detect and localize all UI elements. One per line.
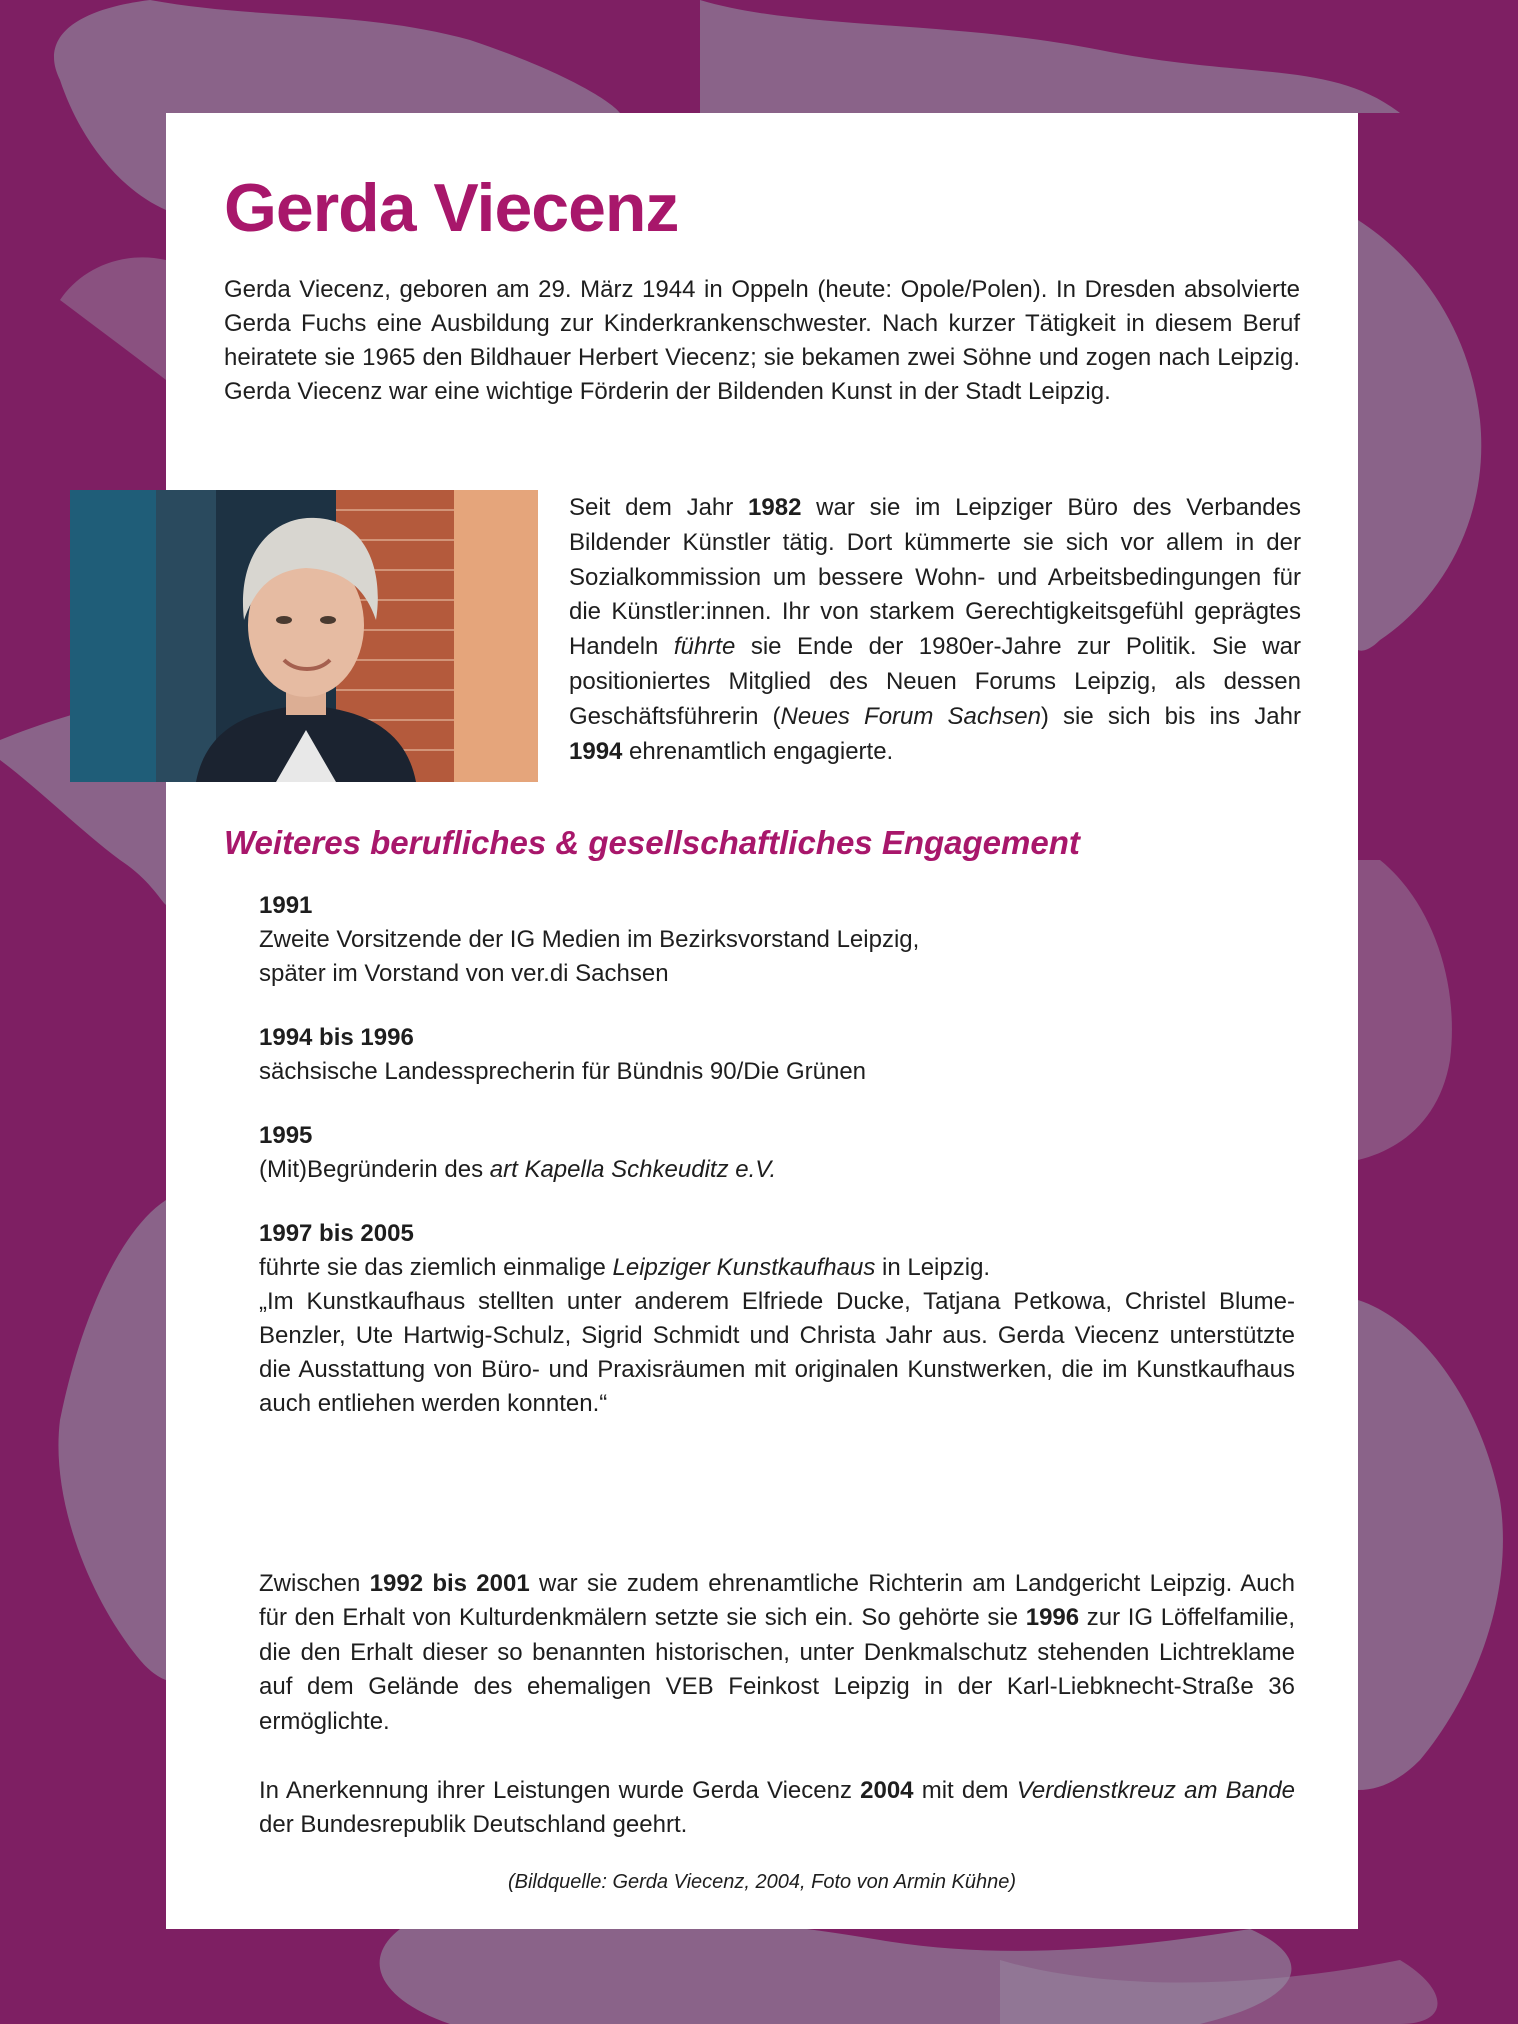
entry-text: später im Vorstand von ver.di Sachsen	[259, 960, 669, 987]
entry-quote: „Im Kunstkaufhaus stellten unter anderem Elfriede Ducke, Tatjana Petkowa, Christel Blume-Benzler, Ute Hartwig-Schulz, Sigrid Schmidt und Christa Jahr aus. Gerda Viecenz unterstützte die Ausstattung von Büro- und Praxisräumen mit originalen Kunstwerken, die im Kunstkaufhaus auch entliehen werden konnten.“	[259, 1288, 1295, 1417]
entry-year: 1991	[259, 892, 313, 919]
intro-paragraph: Gerda Viecenz, geboren am 29. März 1944 in Oppeln (heute: Opole/Polen). In Dresden absolvierte Gerda Fuchs eine Ausbildung zur Kinderkrankenschwester. Nach kurzer Tätigkeit in diesem Beruf heiratete sie 1965 den Bildhauer Herbert Viecenz; sie bekamen zwei Söhne und zogen nach Leipzig. Gerda Viecenz war eine wichtige Förderin der Bildenden Kunst in der Stadt Leipzig.	[224, 276, 1300, 405]
entry-year: 1995	[259, 1122, 313, 1149]
career-paragraph: Seit dem Jahr 1982 war sie im Leipziger Büro des Verbandes Bildender Künstler tätig. Dort kümmerte sie sich vor allem in der Sozialkommission um bessere Wohn- und Arbeitsbedingungen für die Künstler:innen. Ihr von starkem Gerechtigkeitsgefühl geprägtes Handeln führte sie Ende der 1980er-Jahre zur Politik. Sie war positioniertes Mitglied des Neuen Forums Leipzig, als dessen Geschäftsführerin (Neues Forum Sachsen) sie sich bis ins Jahr 1994 ehrenamtlich engagierte.	[569, 494, 1301, 765]
timeline-entry	[259, 1119, 1295, 1187]
judge-paragraph: Zwischen 1992 bis 2001 war sie zudem ehrenamtliche Richterin am Landgericht Leipzig. Auch für den Erhalt von Kulturdenkmälern setzte sie sich ein. So gehörte sie 1996 zur IG Löffelfamilie, die den Erhalt dieser so benannten historischen, unter Denkmalschutz stehenden Lichtreklame auf dem Gelände des ehemaligen VEB Feinkost Leipzig in der Karl-Liebknecht-Straße 36 ermöglichte.	[259, 1570, 1295, 1735]
portrait-block	[70, 490, 538, 782]
section-heading: Weiteres berufliches & gesellschaftliches Engagement	[224, 824, 1080, 861]
page-title: Gerda Viecenz	[224, 170, 679, 246]
entry-text: führte sie das ziemlich einmalige Leipziger Kunstkaufhaus in Leipzig.	[259, 1254, 991, 1281]
portrait-photo	[156, 490, 454, 782]
engagement-timeline	[259, 889, 1295, 1451]
award-paragraph: In Anerkennung ihrer Leistungen wurde Gerda Viecenz 2004 mit dem Verdienstkreuz am Bande der Bundesrepublik Deutschland geehrt.	[259, 1777, 1296, 1839]
entry-year: 1997 bis 2005	[259, 1220, 414, 1247]
entry-text: Zweite Vorsitzende der IG Medien im Bezirksvorstand Leipzig,	[259, 926, 920, 953]
entry-text: sächsische Landessprecherin für Bündnis 90/Die Grünen	[259, 1058, 867, 1085]
timeline-entry	[259, 1021, 1295, 1089]
image-credit: (Bildquelle: Gerda Viecenz, 2004, Foto von Armin Kühne)	[507, 1871, 1017, 1893]
portrait-bar-left	[70, 490, 156, 782]
timeline-entry	[259, 889, 1295, 991]
portrait-bar-right	[454, 490, 538, 782]
timeline-entry	[259, 1217, 1295, 1421]
entry-year: 1994 bis 1996	[259, 1024, 414, 1051]
entry-text: (Mit)Begründerin des art Kapella Schkeuditz e.V.	[259, 1156, 777, 1183]
content-sheet	[166, 113, 1358, 1929]
